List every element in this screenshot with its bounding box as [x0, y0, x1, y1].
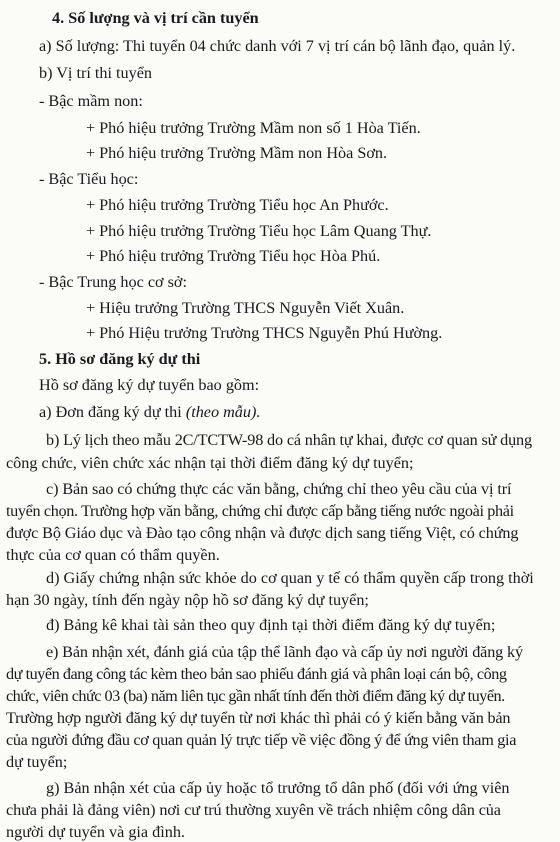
item-c-line: tuyển chọn. Trường hợp văn bằng, chứng chỉ được cấp bằng tiếng nước ngoài phải [6, 502, 514, 520]
section-4-heading: 4. Số lượng và vị trí cần tuyển [52, 9, 259, 27]
list-item: + Phó Hiệu trưởng Trường THCS Nguyễn Phú Hường. [86, 324, 443, 342]
item-a [39, 402, 260, 422]
section-5-intro: Hồ sơ đăng ký dự tuyển bao gồm: [39, 376, 260, 394]
item-c-line: được Bộ Giáo dục và Đào tạo công nhận và được dịch sang tiếng Việt, có chứng [6, 524, 519, 542]
list-item: + Phó hiệu trưởng Trường Mầm non số 1 Hòa Tiến. [86, 119, 421, 137]
item-d-line: hạn 30 ngày, tính đến ngày nộp hồ sơ đăng ký dự tuyển; [6, 591, 369, 609]
item-a-italic-note: (theo mẫu). [185, 403, 261, 421]
section-5-heading: 5. Hồ sơ đăng ký dự thi [39, 350, 201, 368]
positions-line: b) Vị trí thi tuyển [39, 64, 153, 82]
item-g-line: người dự tuyển và gia đình. [6, 823, 185, 841]
list-item: + Phó hiệu trưởng Trường Tiểu học Lâm Quang Thự. [86, 222, 432, 240]
list-item: + Phó hiệu trưởng Trường Mầm non Hòa Sơn. [86, 144, 388, 162]
item-e-line: dự tuyển đang công tác kèm theo bản sao phiếu đánh giá và phân loại cán bộ, công [6, 665, 507, 683]
item-g-line: g) Bản nhận xét của cấp ủy hoặc tổ trưởng tổ dân phố (đối với ứng viên [46, 779, 510, 797]
item-d-line: d) Giấy chứng nhận sức khỏe do cơ quan y tế có thẩm quyền cấp trong thời [46, 569, 534, 587]
item-e-line: dự tuyển; [6, 753, 68, 771]
item-b-line: b) Lý lịch theo mẫu 2C/TCTW-98 do cá nhân tự khai, được cơ quan sử dụng [46, 431, 532, 449]
list-item: + Hiệu trưởng Trường THCS Nguyễn Viết Xuân. [86, 299, 405, 317]
item-a-text: a) Đơn đăng ký dự thi [39, 403, 186, 421]
item-e-line: e) Bản nhận xét, đánh giá của tập thể lãnh đạo và cấp ủy nơi người đăng ký [46, 643, 523, 661]
quantity-line: a) Số lượng: Thi tuyển 04 chức danh với 7 vị trí cán bộ lãnh đạo, quản lý. [39, 37, 516, 55]
primary-label: - Bậc Tiểu học: [39, 170, 139, 188]
item-dd-line: đ) Bảng kê khai tài sản theo quy định tại thời điểm đăng ký dự tuyển; [46, 616, 496, 634]
item-g-line: chưa phải là đảng viên) nơi cư trú thường xuyên về trách nhiệm công dân của [6, 801, 501, 819]
secondary-label: - Bậc Trung học cơ sở: [39, 273, 187, 291]
item-e-line: của người đứng đầu cơ quan quản lý trực tiếp về việc đồng ý để ứng viên tham gia [6, 731, 517, 749]
item-e-line: Trường hợp người đăng ký dự tuyển từ nơi khác thì phải có ý kiến bằng văn bản [6, 709, 511, 727]
preschool-label: - Bậc mầm non: [39, 92, 143, 110]
item-b-line: công chức, viên chức xác nhận tại thời điểm đăng ký dự tuyển; [6, 454, 414, 472]
list-item: + Phó hiệu trưởng Trường Tiểu học Hòa Phú. [86, 247, 381, 265]
item-e-line: chức, viên chức 03 (ba) năm liên tục gần nhất tính đến thời điểm đăng ký dự tuyển. [6, 687, 505, 705]
item-c-line: c) Bản sao có chứng thực các văn bằng, chứng chỉ theo yêu cầu của vị trí [46, 480, 512, 498]
list-item: + Phó hiệu trưởng Trường Tiểu học An Phước. [86, 196, 389, 214]
item-c-line: thực của cơ quan có thẩm quyền. [6, 546, 220, 564]
